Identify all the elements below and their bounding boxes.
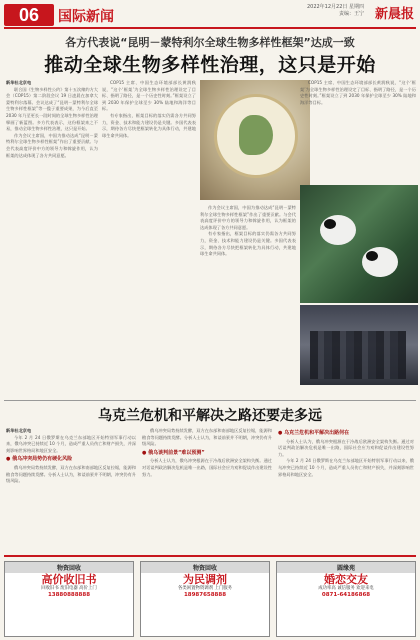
second-col1-text: 今年 2 月 24 日俄罗斯在乌克兰东部地区开始特别军事行动以来，俄乌冲突已持续近 10 个月，造成严重人员伤亡和财产损失，并深刻影响世界格局和地区安全。 xyxy=(6,434,136,453)
second-col3-text: 分析人士认为，俄乌冲突根源在于冷战后欧洲安全架构失衡。通过对话谈判政治解决危机是唯一出路，国际社会应为劝和促谈作出建设性努力。 xyxy=(142,458,272,477)
ad3-headline: 婚恋交友 xyxy=(324,573,368,586)
date-text: 2022年12月22日 星期四 xyxy=(306,4,364,10)
second-column-1 xyxy=(6,428,136,553)
lead-col4b-text: 有专家指出，框架目标的落实仍需各方共同努力，资金、技术和能力建设仍是关键。多国代表表示，期待各方尽快把框架转化为具体行动，共建地球生命共同体。 xyxy=(200,231,296,257)
page-number: 06 xyxy=(4,4,54,26)
ad-goods-exchange[interactable] xyxy=(140,561,270,637)
second-column-3 xyxy=(278,428,414,553)
second-col3b-text: 分析人士认为，俄乌冲突根源在于冷战后欧洲安全架构失衡。通过对话谈判政治解决危机是唯一出路，国际社会应为劝和促谈作出建设性努力。 xyxy=(278,438,414,457)
lead-column-3 xyxy=(200,205,296,395)
editor-text: 责编：王宁 xyxy=(338,11,364,17)
lead-col2b-text: 作为会议主席国，中国为推动达成“昆明－蒙特利尔全球生物多样性框架”作出了重要贡献。与会代表高度评价中方的领导力和斡旋作用，认为框架的达成体现了各方共同意愿。 xyxy=(200,205,296,230)
lead-column-1 xyxy=(6,80,98,395)
ad1-title: 物资回收 xyxy=(5,562,133,573)
ad1-body: 回收旧书 废旧电器 高价上门 xyxy=(41,586,97,591)
lead-column-4 xyxy=(300,80,416,180)
lead-headline: 推动全球生物多样性治理，这只是开始 xyxy=(44,54,376,76)
lead-col1-text: 联合国《生物多样性公约》第十五次缔约方大会（COP15）第二阶段会议 19 日凌晨在加拿大蒙特利尔落幕。会议达成了“昆明－蒙特利尔全球生物多样性框架”等一揽子重要成果，为今后直至 2030 年乃至更长一段时间的全球生物多样性治理擘画了新蓝图。多方代表表示，这份框架来之不易，推动全球生物多样性治理，这只是开始。 xyxy=(6,86,98,132)
section-title: 国际新闻 xyxy=(58,9,114,25)
ad-recycling-books[interactable] xyxy=(4,561,134,637)
second-subhead-1: ● 俄乌冲突局势仍有硬化风险 xyxy=(6,456,73,463)
lead-col2-text: 作为会议主席国，中国为推动达成“昆明－蒙特利尔全球生物多样性框架”作出了重要贡献。与会代表高度评价中方的领导力和斡旋作用，认为框架的达成体现了各方共同意愿。 xyxy=(6,132,98,158)
second-col1b-text: 今年 2 月 24 日俄罗斯在乌克兰东部地区开始特别军事行动以来，俄乌冲突已持续近 10 个月，造成严重人员伤亡和财产损失，并深刻影响世界格局和地区安全。 xyxy=(278,458,414,477)
paper-logo: 新晨报 xyxy=(374,7,414,22)
lead-column-2 xyxy=(102,80,196,395)
ad3-phone: 0871-64186868 xyxy=(321,592,371,598)
ad3-title: 圆缘苑 xyxy=(277,562,415,573)
second-column-2 xyxy=(142,428,272,553)
second-col2b-text: 俄乌冲突局势持续发酵，双方在东部和南部地区反复拉锯，能源和粮食等问题持续发酵。分析人士认为，和谈前景并不明朗，冲突仍有升级风险。 xyxy=(142,428,272,447)
ad1-phone: 13880888888 xyxy=(47,592,91,598)
second-subhead-2: ● 俄乌谈判前景“难以预测” xyxy=(142,449,205,456)
second-subhead-3: ● 乌克兰危机和平解决出路何在 xyxy=(278,430,350,436)
lead-kicker: 各方代表说“昆明－蒙特利尔全球生物多样性框架”达成一致 xyxy=(65,36,355,49)
dateline xyxy=(307,4,364,18)
ad2-body: 各类闲置物资调剂 上门服务 xyxy=(177,586,233,591)
ad-matchmaking[interactable] xyxy=(276,561,416,637)
lead-col4-text: 有专家指出，框架目标的落实仍需各方共同努力，资金、技术和能力建设仍是关键。多国代表表示，期待各方尽快把框架转化为具体行动，共建地球生命共同体。 xyxy=(102,112,196,138)
header-rule xyxy=(4,27,416,29)
biodiversity-photo xyxy=(200,80,310,200)
panda-photo xyxy=(300,185,418,303)
masthead xyxy=(0,0,420,28)
classified-ads xyxy=(4,555,416,637)
lead-byline: 新华社北京电 xyxy=(6,80,32,85)
ad1-headline: 高价收旧书 xyxy=(41,573,97,586)
second-headline: 乌克兰危机和平解决之路还要走多远 xyxy=(98,408,322,424)
ad2-headline: 为民调剂 xyxy=(183,573,227,586)
ad3-body: 成功率高 诚信服务 欢迎来电 xyxy=(318,586,374,591)
conference-photo xyxy=(300,305,418,385)
second-byline: 新华社北京电 xyxy=(6,428,32,433)
lead-col3b-text: COP15 主席、中国生态环境部部长黄润秋说，“这个‘框架’为全球生物多样性治理设定了目标、指明了路径，是一个历史性时刻。”框架设立了到 2030 年保护全球至少 30% 陆地和海洋等目标。 xyxy=(300,80,416,105)
ad2-phone: 18987658888 xyxy=(183,592,227,598)
ad2-title: 物资回收 xyxy=(141,562,269,573)
lead-col3-text: COP15 主席、中国生态环境部部长黄润秋说，“这个‘框架’为全球生物多样性治理设定了目标、指明了路径，是一个历史性时刻。”框架设立了到 2030 年保护全球至少 30% 陆地和海洋等目标。 xyxy=(102,80,196,112)
second-col2-text: 俄乌冲突局势持续发酵，双方在东部和南部地区反复拉锯，能源和粮食等问题持续发酵。分析人士认为，和谈前景并不明朗，冲突仍有升级风险。 xyxy=(6,464,136,484)
section-divider xyxy=(4,400,416,401)
